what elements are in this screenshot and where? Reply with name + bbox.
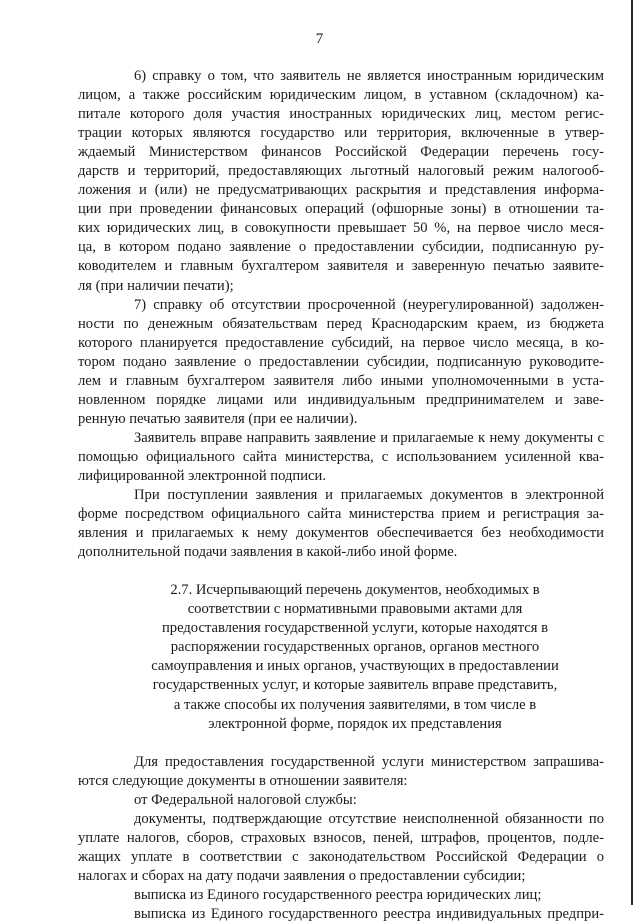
- paragraph-tax-documents: [78, 810, 604, 886]
- heading-line: государственных услуг, и которые заявитель вправе представить,: [152, 677, 558, 694]
- text-line: документы, подтверждающие отсутствие неисполненной обязанности по: [134, 810, 604, 827]
- heading-line: предоставления государственной услуги, которые находятся в: [161, 620, 549, 637]
- text-line: ждаемый Министерством финансов Российской Федерации перечень госу-: [78, 144, 604, 161]
- text-line: новленном порядке лицами или индивидуальным предпринимателем и заве-: [78, 391, 604, 408]
- text-line: ренную печатью заявителя (при ее наличии).: [78, 410, 358, 427]
- text-line: 7) справку об отсутствии просроченной (неурегулированной) задолжен-: [134, 296, 604, 313]
- heading-line: электронной форме, порядок их представления: [208, 715, 502, 732]
- text-line: выписка из Единого государственного реестра юридических лиц;: [134, 886, 542, 903]
- text-line: трации которых являются государство или территория, включенные в утвер-: [78, 125, 604, 142]
- paragraph-item-7: [78, 296, 604, 429]
- text-line: питале которого доля участия иностранных юридических лиц, местом регис-: [78, 106, 604, 123]
- text-line: ложения и (или) не предусматривающих раскрытия и представления информа-: [78, 182, 604, 199]
- text-line: ких юридических лиц, в совокупности превышает 50 %, на первое число меся-: [78, 220, 604, 237]
- text-line: дарств и территорий, предоставляющих льготный налоговый режим налогооб-: [78, 163, 604, 180]
- section-heading-2-7: [106, 581, 604, 733]
- text-line: дополнительной подачи заявления в какой-либо иной форме.: [78, 544, 458, 561]
- page-number: 7: [315, 31, 324, 47]
- text-line: Для предоставления государственной услуги министерством запрашива-: [134, 753, 604, 770]
- heading-line: 2.7. Исчерпывающий перечень документов, необходимых в: [170, 582, 540, 599]
- paragraph-egrul: [106, 886, 604, 905]
- text-line: лем и главным бухгалтером заявителя либо иными уполномоченными в уста-: [78, 372, 604, 389]
- spacer: [106, 562, 604, 581]
- text-line: уплате налогов, сборов, страховых взносов, пеней, штрафов, процентов, подле-: [78, 829, 604, 846]
- text-line: ководителем и главным бухгалтером заявителя и заверенную печатью заявите-: [78, 258, 604, 275]
- document-body: [78, 67, 604, 924]
- text-line: Заявитель вправе направить заявление и прилагаемые к нему документы с: [134, 429, 604, 446]
- text-line: ции при проведении финансовых операций (офшорные зоны) в отношении та-: [78, 201, 604, 218]
- text-line: помощью официального сайта министерства, с использованием усиленной ква-: [78, 448, 604, 465]
- heading-line: соответствии с нормативными правовыми актами для: [187, 601, 523, 618]
- text-line: тором подано заявление о предоставлении субсидии, подписанную руководите-: [78, 353, 604, 370]
- text-line: ются следующие документы в отношении заявителя:: [78, 772, 408, 789]
- paragraph-electronic-submission: [78, 429, 604, 486]
- spacer: [106, 734, 604, 753]
- text-line: ля (при наличии печати);: [78, 277, 234, 294]
- text-line: ца, в котором подано заявление о предоставлении субсидии, подписанную ру-: [78, 239, 604, 256]
- paragraph-item-6: [78, 67, 604, 296]
- text-line: от Федеральной налоговой службы:: [134, 791, 357, 808]
- paragraph-egrip: [106, 905, 604, 924]
- heading-line: а также способы их получения заявителями, в том числе в: [173, 696, 537, 713]
- paragraph-tax-service: [106, 791, 604, 810]
- text-line: налогах и сборах на дату подачи заявления о предоставлении субсидии;: [78, 867, 526, 884]
- text-line: которого планируется предоставление субсидий, на первое число месяца, в ко-: [78, 334, 604, 351]
- text-line: лифицированной электронной подписи.: [78, 467, 326, 484]
- text-line: При поступлении заявления и прилагаемых документов в электронной: [134, 487, 604, 504]
- text-line: выписка из Единого государственного реестра индивидуальных предпри-: [134, 905, 604, 922]
- heading-line: самоуправления и иных органов, участвующих в предоставлении: [151, 658, 559, 675]
- paragraph-ministry-requests: [78, 753, 604, 791]
- text-line: явления и прилагаемых к нему документов обеспечивается без необходимости: [78, 525, 604, 542]
- paragraph-electronic-registration: [78, 486, 604, 562]
- text-line: ности по денежным обязательствам перед Краснодарским краем, из бюджета: [78, 315, 604, 332]
- text-line: лицом, а также российским юридическим лицом, в уставном (складочном) ка-: [78, 87, 604, 104]
- heading-line: распоряжении государственных органов, органов местного: [170, 639, 540, 656]
- text-line: жащих уплате в соответствии с законодательством Российской Федерации о: [78, 848, 604, 865]
- text-line: форме посредством официального сайта министерства прием и регистрация за-: [78, 506, 604, 523]
- scan-border: [631, 0, 633, 905]
- text-line: 6) справку о том, что заявитель не является иностранным юридическим: [134, 68, 604, 84]
